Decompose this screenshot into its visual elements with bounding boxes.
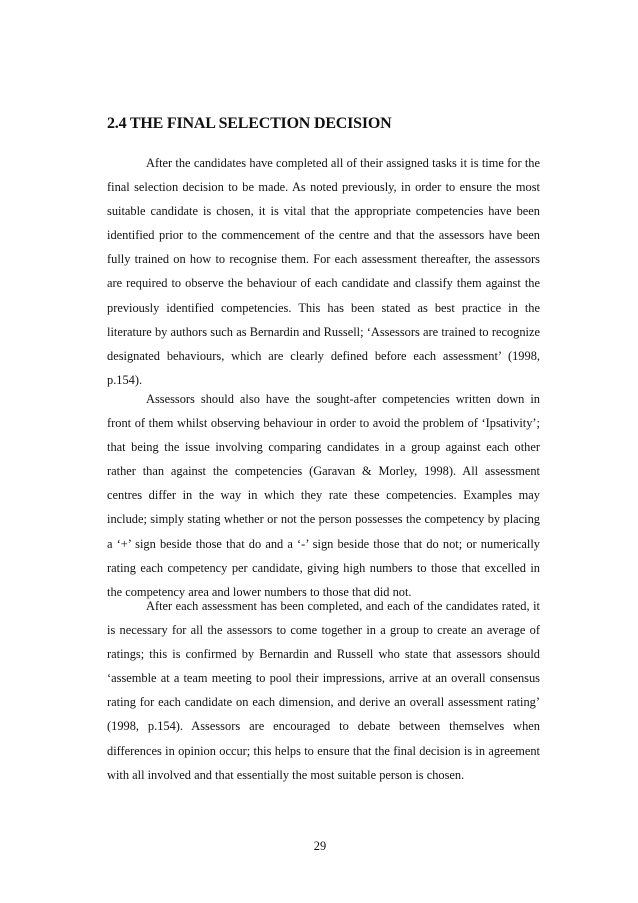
body-paragraph-2: Assessors should also have the sought-after competencies written down in front of them whilst observing behaviour in order to avoid the problem of ‘Ipsativity’; that being the issue involving comparing candidates in a group against each other rather than against the competencies (Garavan & Morley, 1998). All assessment centres differ in the way in which they rate these competencies. Examples may include; simply stating whether or not the person possesses the competency by placing a ‘+’ sign beside those that do and a ‘-’ sign beside those that do not; or numerically rating each competency per candidate, giving high numbers to those that excelled in the competency area and lower numbers to those that did not. [107,392,540,599]
body-paragraph-1: After the candidates have completed all of their assigned tasks it is time for the final selection decision to be made. As noted previously, in order to ensure the most suitable candidate is chosen, it is vital that the appropriate competencies have been identified prior to the commencement of the centre and that the assessors have been fully trained on how to recognise them. For each assessment thereafter, the assessors are required to observe the behaviour of each candidate and classify them against the previously identified competencies. This has been stated as best practice in the literature by authors such as Bernardin and Russell; ‘Assessors are trained to recognize designated behaviours, which are clearly defined before each assessment’ (1998, p.154). [107,156,540,387]
page-number: 29 [313,839,327,853]
body-paragraph-3: After each assessment has been completed, and each of the candidates rated, it is necessary for all the assessors to come together in a group to create an average of ratings; this is confirmed by Bernardin and Russell who state that assessors should ‘assemble at a team meeting to pool their impressions, arrive at an overall consensus rating for each candidate on each dimension, and derive an overall assessment rating’ (1998, p.154). Assessors are encouraged to debate between themselves when differences in opinion occur; this helps to ensure that the final decision is in agreement with all involved and that essentially the most suitable person is chosen. [107,599,540,782]
section-heading: 2.4 THE FINAL SELECTION DECISION [107,115,392,132]
